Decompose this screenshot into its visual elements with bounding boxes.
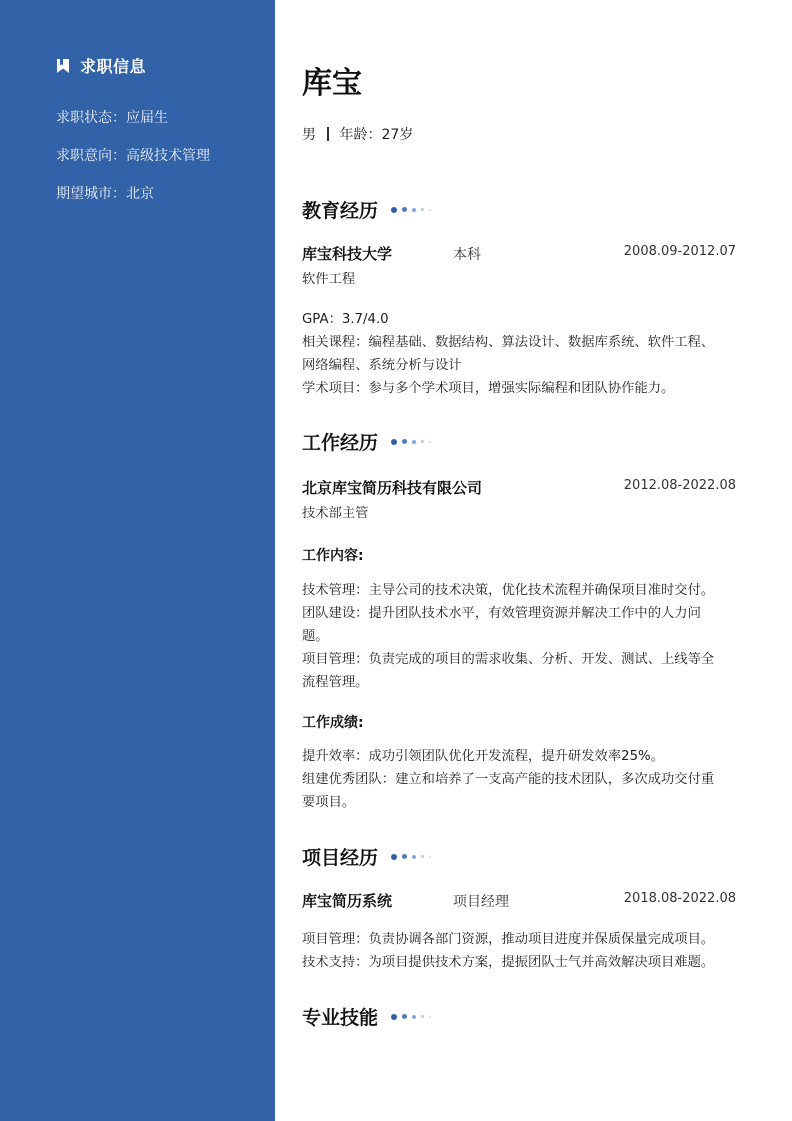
job-intention xyxy=(56,145,210,165)
project-role: 项目经理 xyxy=(453,894,509,910)
work-heading: 工作经历 xyxy=(302,432,379,454)
info-divider xyxy=(327,127,329,141)
expected-city-label: 期望城市： xyxy=(56,186,126,202)
work-result-line: 提升效率：成功引领团队优化开发流程，提升研发效率25%。 xyxy=(302,749,664,764)
work-section-title xyxy=(302,428,436,455)
sidebar-header xyxy=(56,54,146,77)
dots-decoration xyxy=(391,439,436,445)
school-name: 库宝科技大学 xyxy=(302,245,393,263)
work-content-line: 技术管理：主导公司的技术决策，优化技术流程并确保项目准时交付。 xyxy=(302,583,715,598)
dots-decoration xyxy=(391,207,436,213)
company-name: 北京库宝简历科技有限公司 xyxy=(302,479,483,497)
work-content-title: 工作内容: xyxy=(302,548,364,564)
work-result-line: 要项目。 xyxy=(302,795,356,810)
age: 年龄：27岁 xyxy=(339,127,414,143)
project-heading: 项目经历 xyxy=(302,847,379,869)
job-status-value: 应届生 xyxy=(126,110,168,126)
work-content-line: 流程管理。 xyxy=(302,675,369,690)
sidebar xyxy=(0,0,275,1121)
education-line: 学术项目：参与多个学术项目，增强实际编程和团队协作能力。 xyxy=(302,381,675,396)
project-line: 技术支持：为项目提供技术方案，提振团队士气并高效解决项目难题。 xyxy=(302,955,715,970)
job-intention-value: 高级技术管理 xyxy=(126,148,210,164)
project-section-title xyxy=(302,843,436,870)
candidate-name: 库宝 xyxy=(302,66,362,101)
skills-section-title xyxy=(302,1003,436,1030)
education-date: 2008.09-2012.07 xyxy=(623,244,736,259)
work-content-line: 团队建设：提升团队技术水平，有效管理资源并解决工作中的人力问 xyxy=(302,606,701,621)
major: 软件工程 xyxy=(302,272,356,287)
basic-info xyxy=(302,124,413,144)
dots-decoration xyxy=(391,854,436,860)
education-line: 相关课程：编程基础、数据结构、算法设计、数据库系统、软件工程、 xyxy=(302,335,715,350)
sidebar-title: 求职信息 xyxy=(80,57,147,76)
job-intention-label: 求职意向： xyxy=(56,148,126,164)
job-status xyxy=(56,107,168,127)
expected-city-value: 北京 xyxy=(126,186,154,202)
job-status-label: 求职状态： xyxy=(56,110,126,126)
skills-heading: 专业技能 xyxy=(302,1007,379,1029)
expected-city xyxy=(56,183,154,203)
education-line: GPA：3.7/4.0 xyxy=(302,312,389,327)
gender: 男 xyxy=(302,127,316,143)
resume-main xyxy=(302,0,742,1121)
project-line: 项目管理：负责协调各部门资源，推动项目进度并保质保量完成项目。 xyxy=(302,932,715,947)
project-date: 2018.08-2022.08 xyxy=(623,891,736,906)
dots-decoration xyxy=(391,1014,436,1020)
education-section-title xyxy=(302,196,436,223)
degree: 本科 xyxy=(453,247,481,263)
job-position: 技术部主管 xyxy=(302,506,369,521)
work-date: 2012.08-2022.08 xyxy=(623,478,736,493)
education-line: 网络编程、系统分析与设计 xyxy=(302,358,462,373)
project-name: 库宝简历系统 xyxy=(302,892,393,910)
education-heading: 教育经历 xyxy=(302,200,379,222)
work-content-line: 项目管理：负责完成的项目的需求收集、分析、开发、测试、上线等全 xyxy=(302,652,715,667)
bookmark-icon xyxy=(56,58,70,74)
work-content-line: 题。 xyxy=(302,629,329,644)
work-result-title: 工作成绩: xyxy=(302,715,364,731)
work-result-line: 组建优秀团队：建立和培养了一支高产能的技术团队，多次成功交付重 xyxy=(302,772,715,787)
